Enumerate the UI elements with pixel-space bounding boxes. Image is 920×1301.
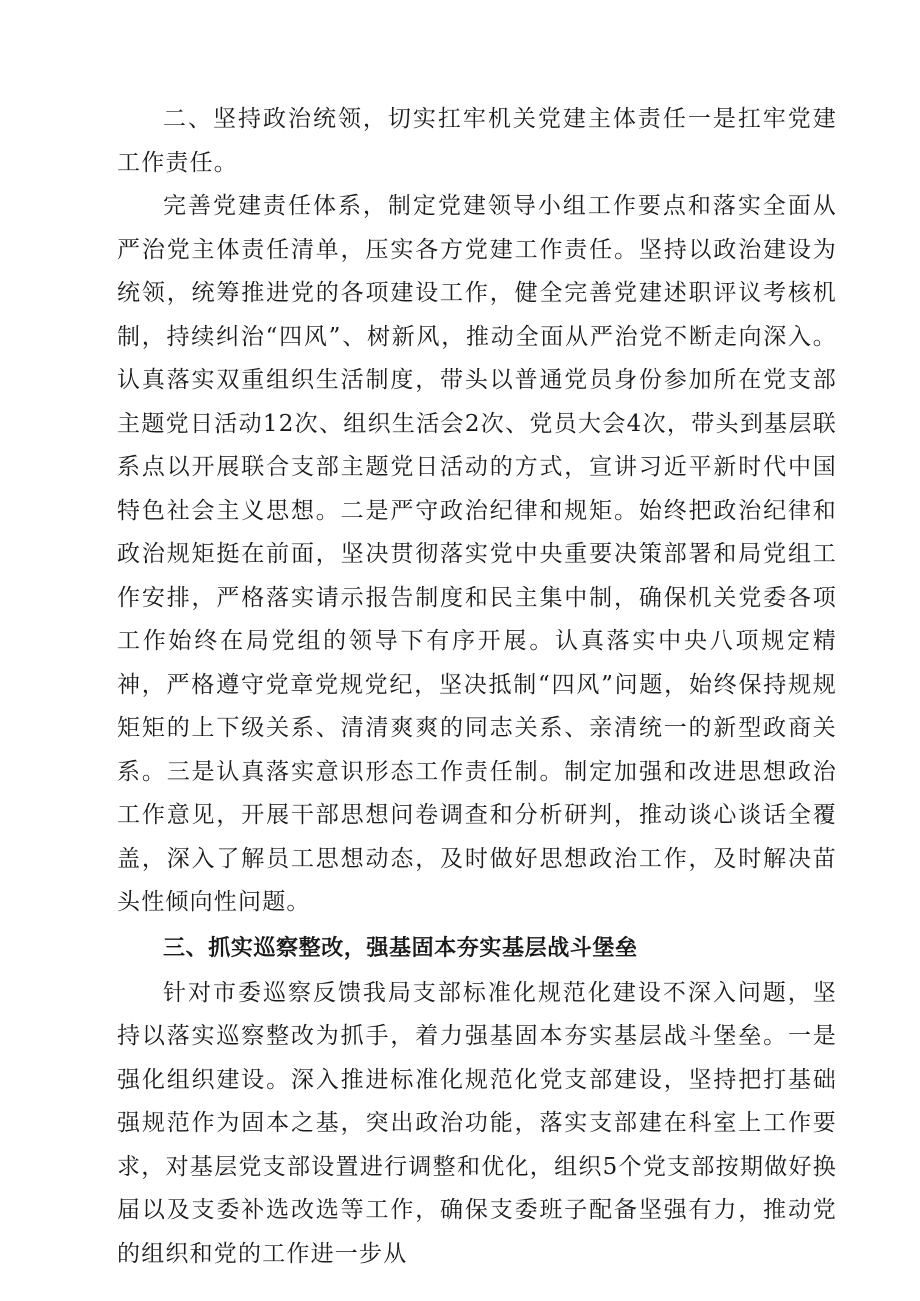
document-body — [117, 98, 837, 1276]
section-three-heading: 三、抓实巡察整改，强基固本夯实基层战斗堡垒 — [163, 935, 638, 961]
section-two-body-paragraph: 完善党建责任体系，制定党建领导小组工作要点和落实全面从严治党主体责任清单，压实各方党建工作责任。坚持以政治建设为统领，统筹推进党的各项建设工作，健全完善党建述职评议考核机制，持续纠治“四风”、树新风，推动全面从严治党不断走向深入。认真落实双重组织生活制度，带头以普通党员身份参加所在党支部主题党日活动12次、组织生活会2次、党员大会4次，带头到基层联系点以开展联合支部主题党日活动的方式，宣讲习近平新时代中国特色社会主义思想。二是严守政治纪律和规矩。始终把政治纪律和政治规矩挺在前面，坚决贯彻落实党中央重要决策部署和局党组工作安排，严格落实请示报告制度和民主集中制，确保机关党委各项工作始终在局党组的领导下有序开展。认真落实中央八项规定精神，严格遵守党章党规党纪，坚决抵制“四风”问题，始终保持规规矩矩的上下级关系、清清爽爽的同志关系、亲清统一的新型政商关系。三是认真落实意识形态工作责任制。制定加强和改进思想政治工作意见，开展干部思想问卷调查和分析研判，推动谈心谈话全覆盖，深入了解员工思想动态，及时做好思想政治工作，及时解决苗头性倾向性问题。 — [117, 193, 837, 915]
section-two-intro-paragraph: 二、坚持政治统领，切实扛牢机关党建主体责任一是扛牢党建工作责任。 — [117, 106, 837, 176]
section-three-body-paragraph: 针对市委巡察反馈我局支部标准化规范化建设不深入问题，坚持以落实巡察整改为抓手，着力强基固本夯实基层战斗堡垒。一是强化组织建设。深入推进标准化规范化党支部建设，坚持把打基础强规范作为固本之基，突出政治功能，落实支部建在科室上工作要求，对基层党支部设置进行调整和优化，组织5个党支部按期做好换届以及支委补选改选等工作，确保支委班子配备坚强有力，推动党的组织和党的工作进一步从 — [117, 979, 837, 1267]
